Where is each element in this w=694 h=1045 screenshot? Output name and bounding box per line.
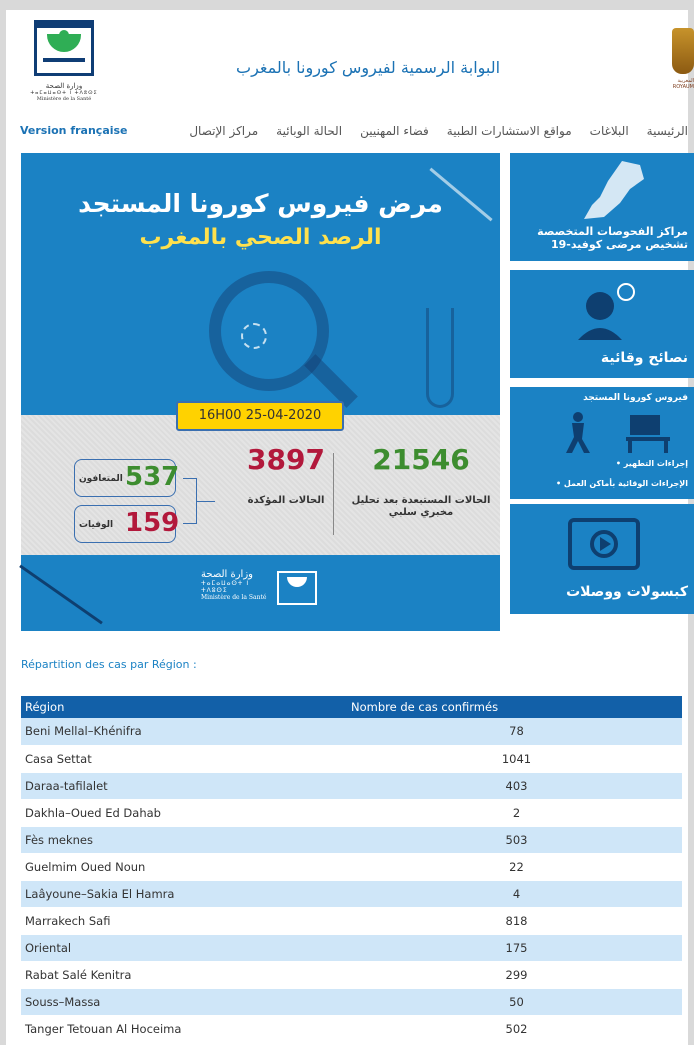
- tile-prevention-tips[interactable]: [510, 270, 694, 378]
- table-row: [21, 934, 682, 961]
- cases-cell: 4: [351, 880, 682, 907]
- deaths-pill: [74, 505, 180, 543]
- tile-coronavirus-title: فيروس كورونا المستجد: [583, 393, 688, 403]
- recovered-count: 537: [125, 462, 180, 492]
- cases-cell: 503: [351, 826, 682, 853]
- column-header-region: Région: [21, 696, 351, 718]
- tile-capsules[interactable]: [510, 504, 694, 614]
- nav-item-home[interactable]: الرئيسية: [646, 124, 688, 138]
- stats-divider: [333, 453, 334, 535]
- deaths-label: الوفيات: [79, 520, 114, 530]
- cases-cell: 78: [351, 718, 682, 745]
- region-cell: Daraa-tafilalet: [21, 772, 351, 799]
- virus-icon: [241, 323, 267, 349]
- morocco-map-icon: [570, 159, 650, 221]
- tile-coronavirus-measures[interactable]: [510, 387, 694, 499]
- site-title: البوابة الرسمية لفيروس كورونا بالمغرب: [236, 58, 501, 77]
- cases-cell: 502: [351, 1015, 682, 1042]
- table-row: [21, 1015, 682, 1042]
- region-cell: Dakhla–Oued Ed Dahab: [21, 799, 351, 826]
- logo-text-french: Ministère de la Santé: [36, 96, 92, 102]
- bracket-connector-line: [197, 501, 215, 502]
- recovered-label: المتعافون: [79, 474, 123, 484]
- recovered-pill: [74, 459, 180, 497]
- magnifier-handle-icon: [304, 354, 358, 408]
- logo-text-tifinagh: ⵜⴰⵎⴰⵡⴰⵙⵜ ⵏ ⵜⴷⵓⵙⵉ: [30, 90, 98, 96]
- site-header: [6, 10, 694, 120]
- excluded-count: 21546: [372, 443, 470, 476]
- banner-ministry-logo: [201, 569, 321, 609]
- table-row: [21, 826, 682, 853]
- table-row: [21, 961, 682, 988]
- french-version-link[interactable]: Version française: [20, 124, 128, 137]
- table-header-row: [21, 696, 682, 718]
- region-cell: Tanger Tetouan Al Hoceima: [21, 1015, 351, 1042]
- royal-crest: [668, 28, 694, 106]
- table-row: [21, 772, 682, 799]
- main-nav: [189, 124, 688, 138]
- banner-logo-french: Ministère de la Santé: [201, 594, 267, 601]
- table-row: [21, 799, 682, 826]
- bracket-connector: [183, 478, 197, 524]
- banner-logo-arabic: وزارة الصحة: [201, 569, 253, 580]
- tile-testing-centers[interactable]: [510, 153, 694, 261]
- cases-cell: 50: [351, 988, 682, 1015]
- ministry-emblem-icon: [34, 20, 94, 76]
- tile-testing-centers-label: مراكز الفحوصات المتخصصة تشخيص مرضى كوفيد-19: [537, 225, 688, 251]
- confirmed-count: 3897: [247, 443, 325, 476]
- banner-logo-tifinagh: ⵜⴰⵎⴰⵡⴰⵙⵜ ⵏ ⵜⴷⵓⵙⵉ: [201, 580, 250, 594]
- disinfection-workplace-icon: [560, 409, 680, 455]
- deaths-count: 159: [125, 508, 180, 538]
- nav-item-communiques[interactable]: البلاغات: [589, 124, 629, 138]
- covid-status-banner[interactable]: [21, 153, 500, 631]
- nav-item-professionals[interactable]: فضاء المهنيين: [360, 124, 429, 138]
- cases-cell: 22: [351, 853, 682, 880]
- ministry-logo[interactable]: [22, 20, 106, 118]
- crest-icon: [672, 28, 694, 74]
- region-cell: Marrakech Safi: [21, 907, 351, 934]
- tile-prevention-tips-label: نصائح وقائية: [600, 350, 688, 366]
- update-date-badge: 16H00 25-04-2020: [176, 401, 344, 431]
- regions-section-title: Répartition des cas par Région :: [21, 658, 197, 671]
- nav-item-epidemic-status[interactable]: الحالة الوبائية: [276, 124, 343, 138]
- cases-cell: 2: [351, 799, 682, 826]
- crest-text: المغربية ROYAUM: [672, 78, 694, 90]
- cases-cell: 299: [351, 961, 682, 988]
- cases-cell: 818: [351, 907, 682, 934]
- ministry-emblem-icon: [277, 571, 317, 605]
- column-header-cases: Nombre de cas confirmés: [351, 696, 682, 718]
- confirmed-label: الحالات المؤكدة: [247, 495, 325, 506]
- region-cell: Oriental: [21, 934, 351, 961]
- banner-subtitle: الرصد الصحي بالمغرب: [139, 225, 382, 250]
- table-row: [21, 880, 682, 907]
- region-cell: Laâyoune–Sakia El Hamra: [21, 880, 351, 907]
- decor-line: [19, 565, 103, 625]
- table-row: [21, 745, 682, 772]
- table-row: [21, 718, 682, 745]
- table-row: [21, 907, 682, 934]
- tile-workplace-item: الإجراءات الوقائية بأماكن العمل •: [555, 479, 688, 488]
- table-row: [21, 853, 682, 880]
- video-play-icon: [568, 518, 640, 570]
- regions-table: [21, 696, 682, 1043]
- region-cell: Beni Mellal–Khénifra: [21, 718, 351, 745]
- region-cell: Guelmim Oued Noun: [21, 853, 351, 880]
- region-cell: Fès meknes: [21, 826, 351, 853]
- region-cell: Rabat Salé Kenitra: [21, 961, 351, 988]
- table-row: [21, 988, 682, 1015]
- excluded-label: الحالات المستبعدة بعد تحليل مخبري سلبي: [351, 495, 491, 518]
- region-cell: Souss–Massa: [21, 988, 351, 1015]
- nav-item-medical-sites[interactable]: مواقع الاستشارات الطبية: [446, 124, 572, 138]
- test-tube-icon: [426, 308, 454, 408]
- banner-title: مرض فيروس كورونا المستجد: [78, 189, 443, 218]
- region-cell: Casa Settat: [21, 745, 351, 772]
- page: [6, 10, 694, 1045]
- nav-item-call-centers[interactable]: مراكز الإتصال: [189, 124, 259, 138]
- person-idea-icon: [572, 280, 642, 340]
- tile-disinfection-item: إجراءات التطهير •: [615, 459, 688, 468]
- logo-text-arabic: وزارة الصحة: [45, 82, 83, 90]
- cases-cell: 175: [351, 934, 682, 961]
- cases-cell: 403: [351, 772, 682, 799]
- tile-capsules-label: كبسولات ووصلات: [566, 584, 688, 600]
- cases-cell: 1041: [351, 745, 682, 772]
